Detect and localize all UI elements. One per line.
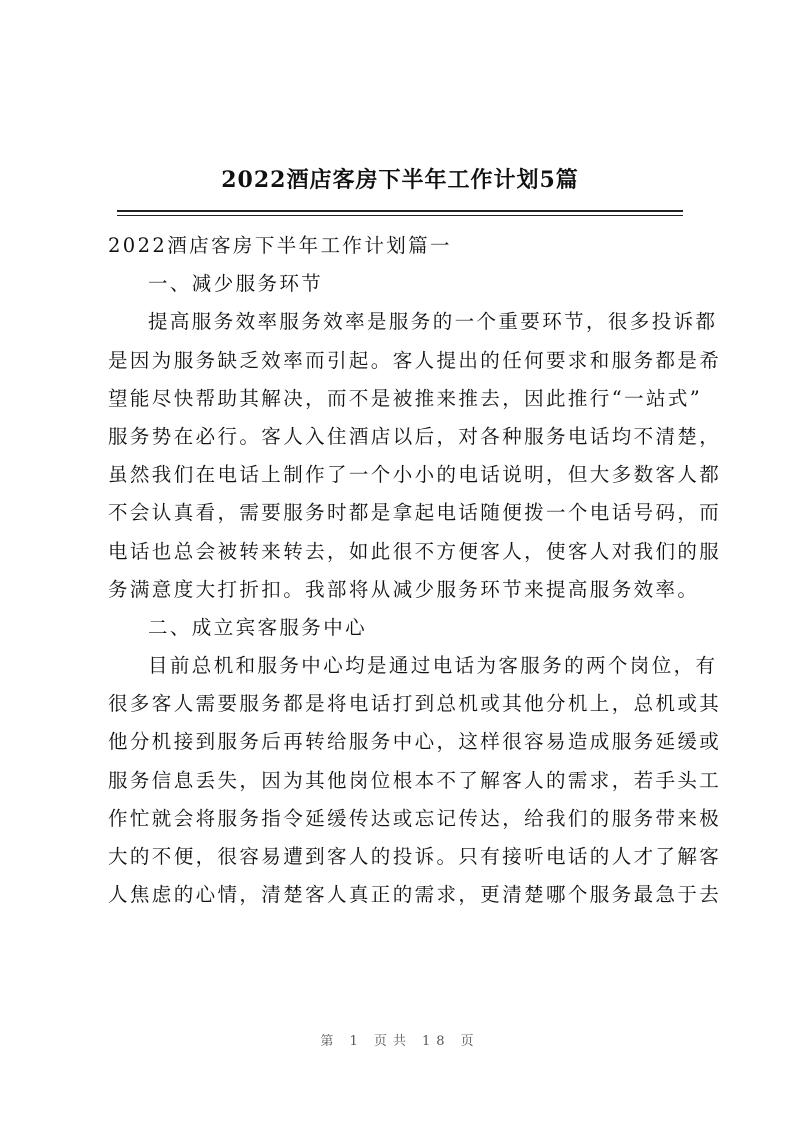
text-line: 很多客人需要服务都是将电话打到总机或其他分机上，总机或其 (108, 692, 722, 716)
text-line: 他分机接到服务后再转给服务中心，这样很容易造成服务延缓或 (108, 730, 722, 754)
text-line: 大的不便，很容易遭到客人的投诉。只有接听电话的人才了解客 (108, 845, 722, 868)
title-rule (117, 210, 683, 212)
section-heading: 一、减少服务环节 (148, 272, 324, 296)
document-body (108, 227, 722, 914)
section-heading: 二、成立宾客服务中心 (148, 615, 368, 639)
text-line: 务满意度大打折扣。我部将从减少服务环节来提高服务效率。 (108, 577, 700, 601)
text-line: 服务势在必行。客人入住酒店以后，对各种服务电话均不清楚， (108, 424, 722, 448)
title-rule-thin (117, 215, 683, 216)
page-footer: 第 1 页共 18 页 (320, 1034, 480, 1049)
text-line: 望能尽快帮助其解决，而不是被推来推去，因此推行“一站式” (108, 386, 703, 410)
text-line: 作忙就会将服务指令延缓传达或忘记传达，给我们的服务带来极 (108, 806, 722, 830)
text-line: 服务信息丢失，因为其他岗位根本不了解客人的需求，若手头工 (108, 768, 722, 792)
text-line: 电话也总会被转来转去，如此很不方便客人，使客人对我们的服 (108, 539, 722, 563)
text-line: 人焦虑的心情，清楚客人真正的需求，更清楚哪个服务最急于去 (108, 883, 722, 907)
document-title: 2022酒店客房下半年工作计划5篇 (221, 167, 579, 193)
text-line: 是因为服务缺乏效率而引起。客人提出的任何要求和服务都是希 (108, 348, 722, 372)
text-line: 不会认真看，需要服务时都是拿起电话随便拨一个电话号码，而 (108, 501, 722, 525)
text-line: 目前总机和服务中心均是通过电话为客服务的两个岗位，有 (148, 654, 718, 678)
text-line: 虽然我们在电话上制作了一个小小的电话说明，但大多数客人都 (108, 463, 722, 487)
text-line: 提高服务效率服务效率是服务的一个重要环节，很多投诉都 (148, 310, 718, 334)
text-line: 2022酒店客房下半年工作计划篇一 (108, 234, 452, 257)
